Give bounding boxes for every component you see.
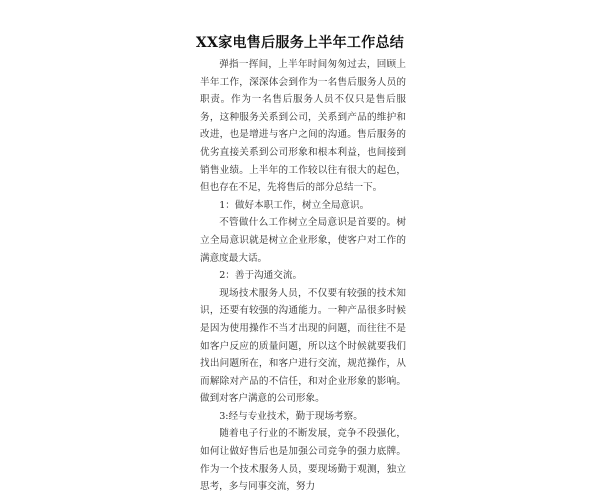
section-heading-2: 2：善于沟通交流。 [219,270,303,282]
paragraph-section-1: 不管做什么工作树立全局意识是首要的。树立全局意识就是树立企业形象，使客户对工作的满意度最大话。 [200,217,406,264]
paragraph-section-3: 随着电子行业的不断发展，竞争不段强化，如何让做好售后也是加强公司竞争的强力底牌。作为一个技术服务人员，要现场勤于观测，独立思考，多与同事交流，努力 [200,428,406,493]
section-heading-3: 3:经与专业技术，勤于现场考察。 [219,410,363,422]
document-body [200,56,406,496]
document-title: XX家电售后服务上半年工作总结 [195,35,405,51]
paragraph-intro: 弹指一挥间，上半年时间匆匆过去，回顾上半年工作，深深体会到作为一名售后服务人员的职责。作为一名售后服务人员不仅只是售后服务，这种服务关系到公司，关系到产品的维护和改进，也是增进与客户之间的沟通。售后服务的优劣直接关系到公司形象和根本利益，也间接到销售业绩。上半年的工作较以往有很大的起色，但也存在不足，先将售后的部分总结一下。 [200,59,406,194]
section-heading-1: 1：做好本职工作，树立全局意识。 [219,199,370,211]
paragraph-section-2: 现场技术服务人员，不仅要有较强的技术知识，还要有较强的沟通能力。一种产品很多时候是因为使用操作不当才出现的问题，而往往不是如客户反应的质量问题，所以这个时候就要我们找出问题所在，和客户进行交流，规范操作，从而解除对产品的不信任，和对企业形象的影响。做到对客户满意的公司形象。 [200,287,406,405]
